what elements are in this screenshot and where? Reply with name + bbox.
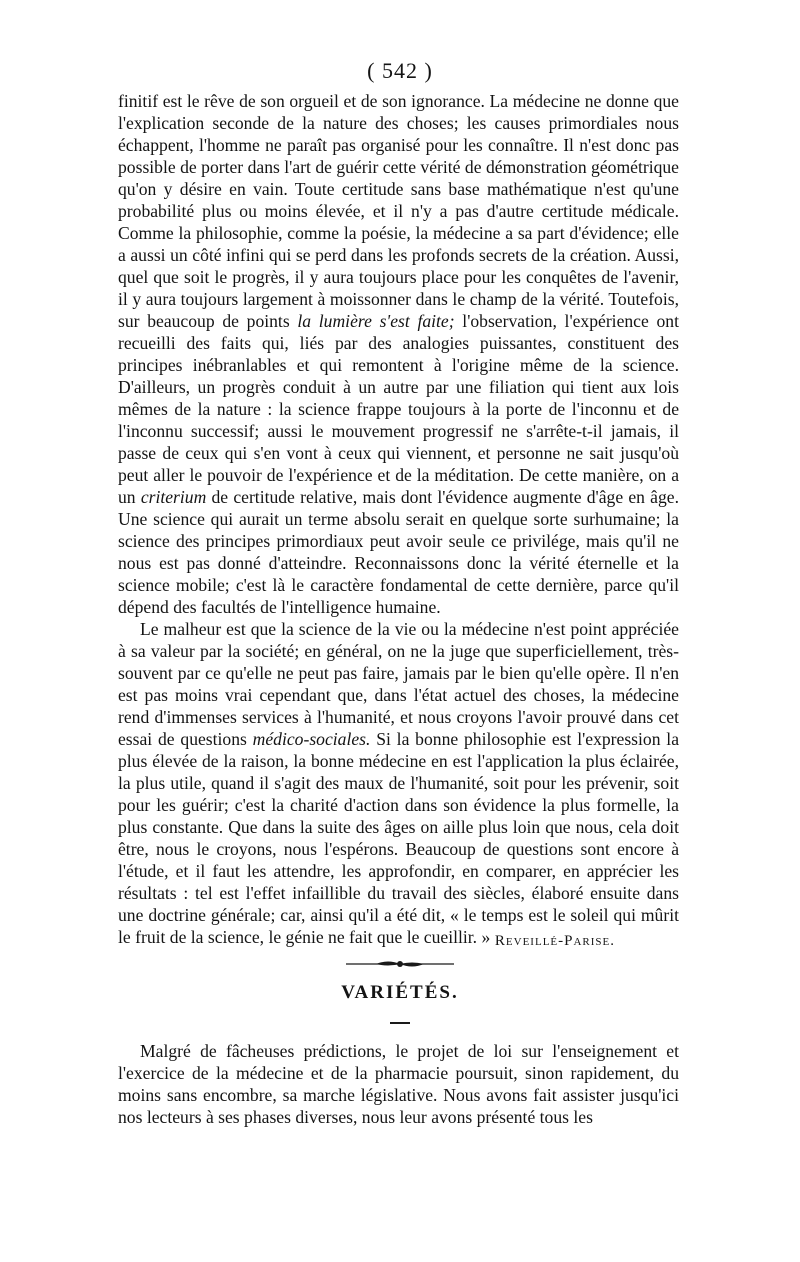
- paragraph-text: de certitude relative, mais dont l'évidence augmente d'âge en âge. Une science qui aurait un terme absolu serait en quelque sorte surhumaine; la science des principes primordiaux peut avoir seule ce privilége, mais qu'il ne nous est pas donné d'atteindre. Reconnaissons donc la vérité éternelle et la science mobile; c'est là le caractère fondamental de cette dernière, parce qu'il dépend des facultés de l'intelligence humaine.: [118, 487, 679, 617]
- article-paragraph-1: [118, 90, 679, 618]
- author-signature: Reveillé-Parise.: [494, 933, 615, 949]
- article-paragraph-2: [118, 618, 679, 948]
- paragraph-text: Si la bonne philosophie est l'expression la plus élevée de la raison, la bonne médecine en est l'application la plus éclairée, la plus utile, quand il s'agit des maux de l'humanité, soit pour les prévenir, soit pour les guérir; c'est la charité d'action dans son évidence la plus formelle, la plus constante. Que dans la suite des âges on aille plus loin que nous, cela doit être, nous le croyons, nous l'espérons. Beaucoup de questions sont encore à l'étude, et il faut les attendre, les approfondir, en comparer, en apprécier les résultats : tel est l'effet infaillible du travail des siècles, élaboré ensuite dans une doctrine générale; car, ainsi qu'il a été dit, « le temps est le soleil qui mûrit le fruit de la science, le génie ne fait que le cueillir. »: [118, 729, 680, 947]
- paragraph-text: finitif est le rêve de son orgueil et de son ignorance. La médecine ne donne que l'explication seconde de la nature des choses; les causes primordiales nous échappent, l'homme ne paraît pas organisé pour les connaître. Il n'est donc pas possible de porter dans l'art de guérir cette vérité de démonstration géométrique qu'on y désire en vain. Toute certitude sans base mathématique n'est qu'une probabilité plus ou moins élevée, et il n'y a pas d'autre certitude médicale. Comme la philosophie, comme la poésie, la médecine a sa part d'évidence; elle a aussi un côté infini qui se perd dans les profonds secrets de la création. Aussi, quel que soit le progrès, il y aura toujours place pour les conquêtes de l'avenir, il y aura toujours largement à moissonner dans le champ de la vérité. Toutefois, sur beaucoup de points: [118, 91, 679, 331]
- italic-phrase: la lumière s'est faite;: [297, 311, 455, 331]
- article-body: [118, 90, 679, 948]
- short-rule-divider: [390, 1022, 410, 1024]
- paragraph-text: Le malheur est que la science de la vie ou la médecine n'est point appréciée à sa valeur par la société; en général, on ne la juge que superficiellement, très-souvent par ce qu'elle ne peut pas faire, jamais par le bien qu'elle opère. Il n'en est pas moins vrai cependant que, dans l'état actuel des choses, la médecine rend d'immenses services à l'humanité, et nous croyons l'avoir prouvé dans cet essai de questions: [118, 619, 679, 749]
- page-number: ( 542 ): [367, 58, 433, 83]
- ornament-divider-icon: [346, 957, 454, 971]
- italic-term: médico-sociales.: [252, 729, 371, 749]
- section-body: [118, 1040, 679, 1128]
- italic-term: criterium: [140, 487, 207, 507]
- paragraph-text: l'observation, l'expérience ont recueilli des faits qui, liés par des analogies puissantes, constituent des principes inébranlables et qui remontent à l'origine même de la science. D'ailleurs, un progrès conduit à un autre par une filiation qui tient aux lois mêmes de la nature : la science frappe toujours à la porte de l'inconnu et de l'inconnu successif; aussi le mouvement progressif ne s'arrête-t-il jamais, il passe de ceux qui s'en vont à ceux qui viennent, et personne ne sait jusqu'où peut aller le pouvoir de l'expérience et de la méditation. De cette manière, on a un: [118, 311, 679, 507]
- section-paragraph-1: Malgré de fâcheuses prédictions, le projet de loi sur l'enseignement et l'exercice de la médecine et de la pharmacie poursuit, sinon rapidement, du moins sans encombre, sa marche législative. Nous avons fait assister jusqu'ici nos lecteurs à ses phases diverses, nous leur avons présenté tous les: [118, 1041, 679, 1127]
- section-title: VARIÉTÉS.: [341, 982, 459, 1003]
